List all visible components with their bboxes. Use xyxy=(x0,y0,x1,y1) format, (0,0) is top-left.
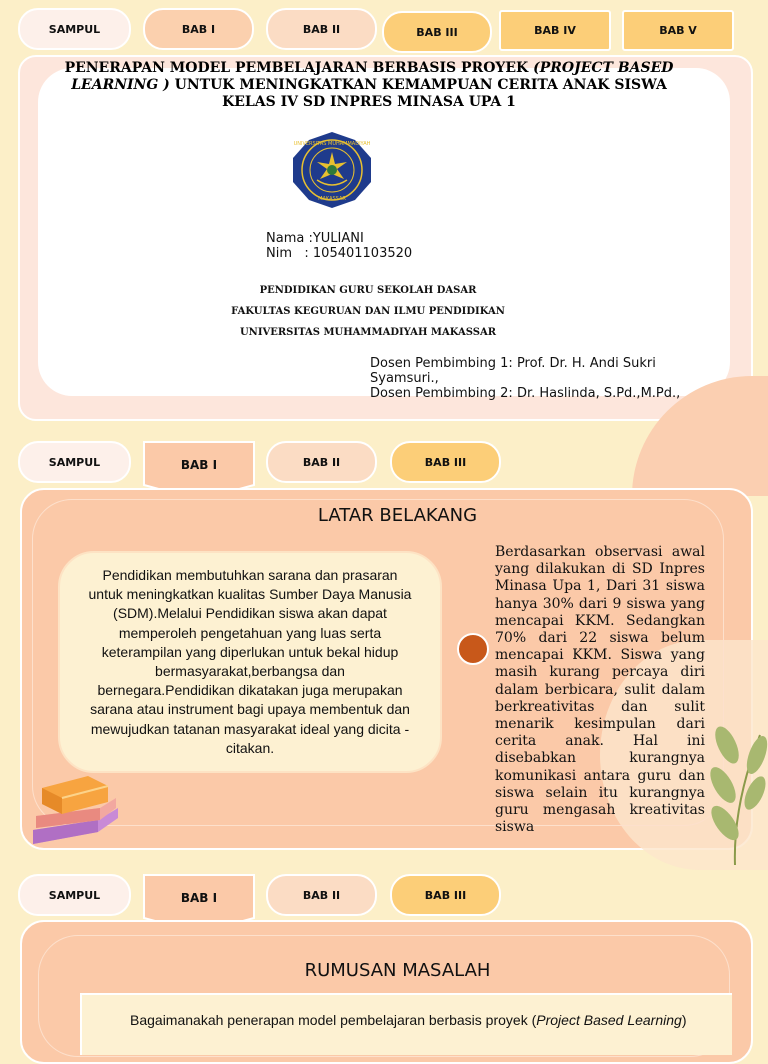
institution-block xyxy=(168,280,568,343)
university-name: UNIVERSITAS MUHAMMADIYAH MAKASSAR xyxy=(239,327,497,338)
problem-text-end: ) xyxy=(681,1012,687,1028)
supervisor-1: Dosen Pembimbing 1: Prof. Dr. H. Andi Sukri Syamsuri., xyxy=(370,356,656,386)
card-text: Pendidikan membutuhkan sarana dan prasaran untuk meningkatkan kualitas Sumber Daya Manusia (SDM).Melalui Pendidikan siswa akan dapat memperoleh pengetahuan yang luas serta keterampilan yang diperlukan untuk bekal hidup bermasyarakat,berbangsa dan bernegara.Pendidikan dikatakan juga merupakan sarana atau instrument bagi upaya membentuk dan mewujudkan tatanan masyarakat ideal yang dicita -citakan. xyxy=(88,566,412,756)
tab-bab-2[interactable]: BAB II xyxy=(266,8,377,50)
tab-bab-3[interactable]: BAB III xyxy=(390,441,501,483)
content-card xyxy=(58,551,442,773)
title-italic-text: (PROJECT BASED LEARNING ) xyxy=(71,60,674,93)
section-heading: LATAR BELAKANG xyxy=(317,505,478,526)
faculty-name: FAKULTAS KEGURUAN DAN ILMU PENDIDIKAN xyxy=(231,306,505,317)
tab-bab-1[interactable]: BAB I xyxy=(143,8,254,50)
tab-bab-2[interactable]: BAB II xyxy=(266,441,377,483)
student-name: Nama :YULIANI xyxy=(266,231,364,246)
tab-bab-5[interactable]: BAB V xyxy=(622,10,734,51)
tab-bab-3[interactable]: BAB III xyxy=(382,11,492,53)
tab-bab-4[interactable]: BAB IV xyxy=(499,10,611,51)
problem-text: Bagaimanakah penerapan model pembelajaran berbasis proyek ( xyxy=(130,1012,537,1028)
student-nim: Nim : 105401103520 xyxy=(266,246,413,261)
problem-statement xyxy=(130,1012,686,1028)
logo-text-top: UNIVERSITAS MUHAMMADIYAH xyxy=(293,141,371,147)
logo-text-bottom: MAKASSAR xyxy=(318,196,346,202)
program-name: PENDIDIKAN GURU SEKOLAH DASAR xyxy=(259,285,477,296)
student-identity xyxy=(266,231,412,261)
bullet-dot xyxy=(457,633,489,665)
tab-bab-1-label[interactable]: BAB I xyxy=(180,891,218,905)
leaves-illustration xyxy=(705,715,768,865)
title-text: PENERAPAN MODEL PEMBELAJARAN BERBASIS PROYEK xyxy=(64,60,534,76)
supervisor-2: Dosen Pembimbing 2: Dr. Haslinda, S.Pd.,M.Pd., xyxy=(370,386,681,401)
tab-sampul[interactable]: SAMPUL xyxy=(18,441,131,483)
section-heading: RUMUSAN MASALAH xyxy=(304,960,491,981)
tab-bab-2[interactable]: BAB II xyxy=(266,874,377,916)
tab-bab-1-label[interactable]: BAB I xyxy=(180,458,218,472)
university-logo xyxy=(287,130,377,210)
thesis-title xyxy=(60,60,678,111)
observation-text: Berdasarkan observasi awal yang dilakukan di SD Inpres Minasa Upa 1, Dari 31 siswa hanya 30% dari 9 siswa yang mencapai KKM. Sedangkan 70% dari 22 siswa belum mencapai KKM. Siswa yang masih kurang percaya diri dalam berbicara, sulit dalam berkreativitas dan sulit menarik kesimpulan dari cerita anak. Hal ini disebabkan kurangnya komunikasi antara guru dan siswa selain itu kurangnya guru mengasah kreativitas siswa xyxy=(495,544,705,836)
books-illustration xyxy=(28,772,123,850)
tab-bab-3[interactable]: BAB III xyxy=(390,874,501,916)
problem-text-italic: Project Based Learning xyxy=(536,1012,682,1028)
title-class-line: KELAS IV SD INPRES MINASA UPA 1 xyxy=(222,94,516,110)
tab-sampul[interactable]: SAMPUL xyxy=(18,874,131,916)
tab-sampul[interactable]: SAMPUL xyxy=(18,8,131,50)
title-text-end: UNTUK MENINGKATKAN KEMAMPUAN CERITA ANAK SISWA xyxy=(169,77,667,93)
supervisor-block xyxy=(370,356,690,401)
